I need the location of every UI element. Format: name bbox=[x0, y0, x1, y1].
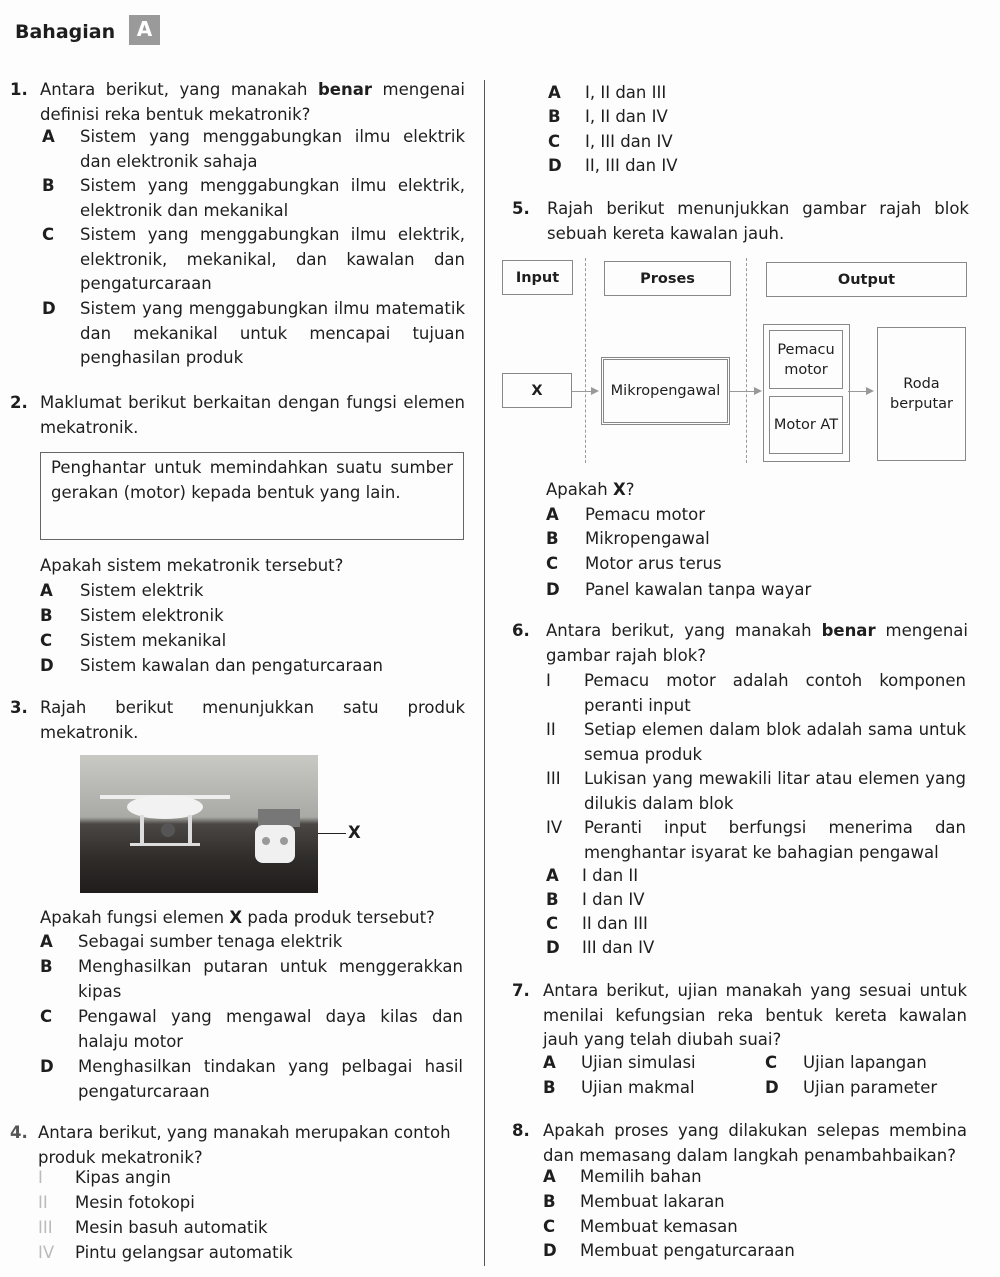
q4-number: 4. bbox=[10, 1123, 28, 1142]
q2-number: 2. bbox=[10, 393, 28, 412]
option-letter: A bbox=[546, 866, 559, 885]
option-letter: B bbox=[546, 890, 559, 909]
q7-stem: Antara berikut, ujian manakah yang sesuai untuk menilai kefungsian reka bentuk kereta kawalan jauh yang telah diubah suai? bbox=[543, 981, 967, 1049]
option-text: II, III dan IV bbox=[585, 156, 678, 175]
q2-question: Apakah sistem mekatronik tersebut? bbox=[40, 556, 344, 575]
q1-stem: Antara berikut, yang manakah benar mengenai definisi reka bentuk mekatronik? bbox=[40, 80, 465, 124]
option-letter: II bbox=[38, 1193, 48, 1212]
option-text: Membuat pengaturcaraan bbox=[580, 1241, 795, 1260]
q2-info-box: Penghantar untuk memindahkan suatu sumber gerakan (motor) kepada bentuk yang lain. bbox=[40, 452, 464, 540]
diagram-block-x: X bbox=[502, 373, 572, 408]
option-text: Membuat lakaran bbox=[580, 1192, 725, 1211]
option-letter: B bbox=[543, 1192, 556, 1211]
option-text: Mesin fotokopi bbox=[75, 1193, 195, 1212]
q8-number: 8. bbox=[512, 1121, 530, 1140]
option-letter: C bbox=[40, 631, 53, 650]
section-badge: A bbox=[129, 15, 160, 45]
option-letter: A bbox=[40, 581, 53, 600]
arrow-icon bbox=[848, 391, 872, 392]
option-text: Motor arus terus bbox=[585, 554, 722, 573]
option-letter: D bbox=[40, 1057, 54, 1076]
option-letter: B bbox=[546, 529, 559, 548]
option-letter: C bbox=[546, 914, 559, 933]
divider-dashed bbox=[746, 258, 747, 463]
option-letter: C bbox=[40, 1007, 53, 1026]
option-letter: B bbox=[548, 107, 561, 126]
q1-number: 1. bbox=[10, 80, 28, 99]
option-letter: II bbox=[546, 720, 556, 739]
option-text: Ujian makmal bbox=[581, 1078, 695, 1097]
column-divider bbox=[484, 80, 485, 1266]
diagram-header-proses: Proses bbox=[604, 261, 731, 296]
drone-photo bbox=[80, 755, 318, 893]
q5-number: 5. bbox=[512, 199, 530, 218]
option-letter: B bbox=[543, 1078, 556, 1097]
x-pointer-line bbox=[318, 833, 346, 834]
option-letter: C bbox=[543, 1217, 556, 1236]
option-text: Sistem kawalan dan pengaturcaraan bbox=[80, 656, 383, 675]
q7-number: 7. bbox=[512, 981, 530, 1000]
option-letter: A bbox=[546, 505, 559, 524]
option-text: Sistem yang menggabungkan ilmu elektrik, elektronik dan mekanikal bbox=[80, 176, 465, 220]
option-letter: III bbox=[38, 1218, 53, 1237]
option-text: Membuat kemasan bbox=[580, 1217, 738, 1236]
option-text: I, III dan IV bbox=[585, 132, 673, 151]
option-text: Setiap elemen dalam blok adalah sama untuk semua produk bbox=[584, 720, 966, 764]
option-letter: D bbox=[548, 156, 562, 175]
option-text: Pemacu motor adalah contoh komponen peranti input bbox=[584, 671, 966, 715]
option-text: III dan IV bbox=[582, 938, 655, 957]
option-text: Sistem yang menggabungkan ilmu elektrik dan elektronik sahaja bbox=[80, 127, 465, 171]
section-title: Bahagian bbox=[15, 21, 116, 43]
diagram-block-roda-berputar: Roda berputar bbox=[877, 327, 966, 461]
option-text: Menghasilkan putaran untuk menggerakkan kipas bbox=[78, 957, 463, 1001]
q5-question: Apakah X? bbox=[546, 480, 635, 499]
option-letter: C bbox=[765, 1053, 778, 1072]
option-text: Ujian simulasi bbox=[581, 1053, 696, 1072]
q6-number: 6. bbox=[512, 621, 530, 640]
arrow-icon bbox=[572, 391, 597, 392]
diagram-block-pemacu-motor: Pemacu motor bbox=[769, 330, 843, 389]
option-text: I, II dan III bbox=[585, 83, 667, 102]
q5-stem: Rajah berikut menunjukkan gambar rajah blok sebuah kereta kawalan jauh. bbox=[547, 199, 969, 243]
option-letter: A bbox=[42, 127, 55, 146]
option-letter: D bbox=[546, 580, 560, 599]
option-text: Pengawal yang mengawal daya kilas dan halaju motor bbox=[78, 1007, 463, 1051]
option-text: Memilih bahan bbox=[580, 1167, 702, 1186]
option-letter: B bbox=[40, 606, 53, 625]
option-text: Mesin basuh automatik bbox=[75, 1218, 268, 1237]
option-letter: C bbox=[548, 132, 561, 151]
q6-stem: Antara berikut, yang manakah benar mengenai gambar rajah blok? bbox=[546, 621, 968, 665]
option-letter: D bbox=[765, 1078, 779, 1097]
q3-question: Apakah fungsi elemen X pada produk tersebut? bbox=[40, 908, 435, 927]
q3-number: 3. bbox=[10, 698, 28, 717]
option-text: Kipas angin bbox=[75, 1168, 171, 1187]
option-letter: D bbox=[543, 1241, 557, 1260]
option-letter: A bbox=[543, 1053, 556, 1072]
option-letter: A bbox=[543, 1167, 556, 1186]
option-letter: I bbox=[546, 671, 551, 690]
diagram-block-motor-at: Motor AT bbox=[769, 396, 843, 454]
q4-stem: Antara berikut, yang manakah merupakan contoh produk mekatronik? bbox=[38, 1123, 451, 1167]
diagram-header-output: Output bbox=[766, 262, 967, 297]
option-text: Lukisan yang mewakili litar atau elemen yang dilukis dalam blok bbox=[584, 769, 966, 813]
option-text: Sistem elektrik bbox=[80, 581, 204, 600]
x-label: X bbox=[348, 823, 361, 842]
q8-stem: Apakah proses yang dilakukan selepas membina dan memasang dalam langkah penambahbaikan? bbox=[543, 1121, 967, 1165]
q3-stem: Rajah berikut menunjukkan satu produk mekatronik. bbox=[40, 698, 465, 742]
option-text: Panel kawalan tanpa wayar bbox=[585, 580, 812, 599]
option-letter: C bbox=[42, 225, 55, 244]
option-text: Sebagai sumber tenaga elektrik bbox=[78, 932, 343, 951]
option-text: Ujian lapangan bbox=[803, 1053, 927, 1072]
option-text: II dan III bbox=[582, 914, 648, 933]
option-text: Mikropengawal bbox=[585, 529, 710, 548]
option-text: Menghasilkan tindakan yang pelbagai hasil pengaturcaraan bbox=[78, 1057, 463, 1101]
q2-stem: Maklumat berikut berkaitan dengan fungsi elemen mekatronik. bbox=[40, 393, 465, 437]
option-letter: C bbox=[546, 554, 559, 573]
option-letter: A bbox=[548, 83, 561, 102]
diagram-header-input: Input bbox=[502, 260, 573, 295]
option-text: I dan II bbox=[582, 866, 639, 885]
option-text: Sistem yang menggabungkan ilmu matematik dan mekanikal untuk mencapai tujuan penghasilan produk bbox=[80, 299, 465, 367]
option-letter: A bbox=[40, 932, 53, 951]
option-letter: D bbox=[40, 656, 54, 675]
option-letter: D bbox=[546, 938, 560, 957]
divider-dashed bbox=[585, 258, 586, 463]
option-text: Sistem mekanikal bbox=[80, 631, 227, 650]
option-text: I dan IV bbox=[582, 890, 645, 909]
option-letter: B bbox=[40, 957, 53, 976]
drone-illustration bbox=[80, 755, 318, 893]
option-text: Sistem elektronik bbox=[80, 606, 224, 625]
option-text: Pintu gelangsar automatik bbox=[75, 1243, 293, 1262]
arrow-icon bbox=[730, 391, 760, 392]
option-text: Peranti input berfungsi menerima dan menghantar isyarat ke bahagian pengawal bbox=[584, 818, 966, 862]
option-letter: III bbox=[546, 769, 561, 788]
option-letter: I bbox=[38, 1168, 43, 1187]
diagram-block-mikropengawal: Mikropengawal bbox=[601, 357, 730, 425]
option-letter: IV bbox=[546, 818, 563, 837]
option-letter: B bbox=[42, 176, 55, 195]
option-letter: D bbox=[42, 299, 56, 318]
option-letter: IV bbox=[38, 1243, 55, 1262]
option-text: Sistem yang menggabungkan ilmu elektrik, elektronik, mekanikal, dan kawalan dan pengaturcaraan bbox=[80, 225, 465, 293]
option-text: I, II dan IV bbox=[585, 107, 668, 126]
option-text: Ujian parameter bbox=[803, 1078, 938, 1097]
option-text: Pemacu motor bbox=[585, 505, 705, 524]
